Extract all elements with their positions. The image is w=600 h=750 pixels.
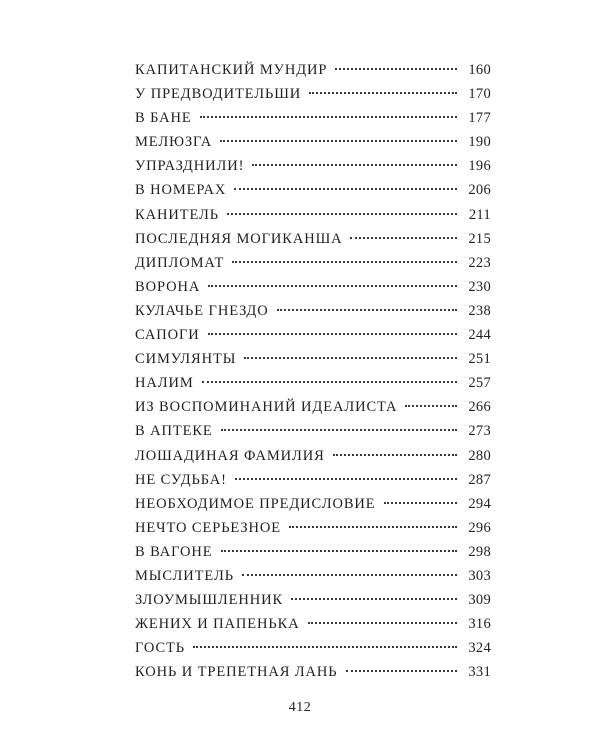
- toc-entry-page: 251: [468, 351, 491, 368]
- table-of-contents: [135, 58, 491, 684]
- toc-entry-title: КАПИТАНСКИЙ МУНДИР: [135, 62, 328, 78]
- toc-entry-page: 211: [468, 206, 491, 223]
- toc-entry: [135, 82, 491, 106]
- toc-entry: [135, 275, 491, 299]
- toc-entry-page: 316: [468, 616, 491, 633]
- toc-entry: [135, 612, 491, 636]
- toc-entry-title: ДИПЛОМАТ: [135, 254, 225, 271]
- toc-entry-page: 298: [468, 543, 491, 560]
- toc-entry: [135, 251, 491, 275]
- dot-leader: [208, 285, 457, 287]
- toc-entry-page: 230: [468, 278, 491, 295]
- toc-entry-title: УПРАЗДНИЛИ!: [135, 158, 245, 175]
- toc-entry-page: 266: [468, 399, 491, 416]
- toc-entry-page: 287: [468, 471, 491, 488]
- dot-leader: [200, 116, 457, 118]
- dot-leader: [333, 454, 457, 456]
- dot-leader: [384, 502, 457, 504]
- toc-entry-title: СИМУЛЯНТЫ: [135, 351, 237, 368]
- toc-entry: [135, 540, 491, 564]
- toc-entry: [135, 660, 491, 684]
- toc-entry: [135, 299, 491, 323]
- toc-entry-page: 223: [468, 254, 491, 271]
- toc-entry-title: ВОРОНА: [135, 278, 201, 295]
- dot-leader: [350, 237, 457, 239]
- dot-leader: [193, 646, 457, 648]
- toc-entry: [135, 203, 491, 227]
- dot-leader: [220, 140, 457, 142]
- toc-entry-title: НЕЧТО СЕРЬЕЗНОЕ: [135, 519, 282, 536]
- dot-leader: [235, 478, 457, 480]
- toc-entry: [135, 106, 491, 130]
- dot-leader: [289, 526, 457, 528]
- toc-entry: [135, 58, 491, 82]
- toc-entry-title: ГОСТЬ: [135, 640, 186, 657]
- toc-entry-title: КАНИТЕЛЬ: [135, 206, 219, 223]
- toc-entry-page: 196: [468, 158, 491, 175]
- toc-entry: [135, 564, 491, 588]
- toc-entry-title: В ВАГОНЕ: [135, 543, 213, 560]
- toc-entry-page: 244: [468, 327, 491, 344]
- toc-entry: [135, 444, 491, 468]
- toc-entry-page: 280: [468, 447, 491, 464]
- toc-entry: [135, 130, 491, 154]
- dot-leader: [309, 92, 457, 94]
- toc-entry-title: В АПТЕКЕ: [135, 423, 213, 440]
- toc-entry: [135, 227, 491, 251]
- toc-entry-page: 257: [468, 375, 491, 392]
- dot-leader: [232, 261, 457, 263]
- toc-entry-page: 324: [468, 640, 491, 657]
- dot-leader: [291, 598, 457, 600]
- dot-leader: [244, 357, 457, 359]
- toc-entry-title: ПОСЛЕДНЯЯ МОГИКАНША: [135, 230, 343, 247]
- page-number: 412: [288, 700, 312, 715]
- toc-entry: [135, 636, 491, 660]
- toc-entry-title: МЕЛЮЗГА: [135, 134, 213, 151]
- toc-entry: [135, 154, 491, 178]
- toc-entry: [135, 371, 491, 395]
- dot-leader: [221, 429, 457, 431]
- toc-entry-page: 238: [468, 302, 491, 319]
- dot-leader: [405, 405, 457, 407]
- dot-leader: [234, 188, 457, 190]
- dot-leader: [227, 213, 457, 215]
- toc-entry: [135, 588, 491, 612]
- toc-entry-title: ЖЕНИХ И ПАПЕНЬКА: [135, 616, 300, 633]
- toc-entry-title: ИЗ ВОСПОМИНАНИЙ ИДЕАЛИСТА: [135, 399, 398, 416]
- toc-entry-title: В БАНЕ: [135, 110, 192, 127]
- toc-entry: [135, 395, 491, 419]
- toc-entry-title: МЫСЛИТЕЛЬ: [135, 567, 234, 584]
- toc-entry-title: КУЛАЧЬЕ ГНЕЗДО: [135, 302, 269, 319]
- toc-entry-page: 331: [468, 664, 491, 681]
- toc-entry-title: НАЛИМ: [135, 375, 194, 392]
- toc-entry-page: 215: [468, 230, 491, 247]
- dot-leader: [202, 381, 457, 383]
- toc-entry-title: У ПРЕДВОДИТЕЛЬШИ: [135, 86, 302, 103]
- toc-entry-page: 177: [468, 110, 491, 127]
- toc-entry: [135, 323, 491, 347]
- toc-entry-page: 296: [468, 519, 491, 536]
- toc-entry-page: 170: [468, 86, 491, 103]
- toc-entry-title: В НОМЕРАХ: [135, 182, 227, 199]
- toc-entry: [135, 419, 491, 443]
- toc-entry: [135, 492, 491, 516]
- toc-entry: [135, 468, 491, 492]
- toc-entry-page: 160: [468, 62, 491, 78]
- toc-entry-page: 273: [468, 423, 491, 440]
- toc-entry-page: 303: [468, 567, 491, 584]
- dot-leader: [335, 68, 457, 70]
- dot-leader: [308, 622, 457, 624]
- toc-entry-page: 309: [468, 592, 491, 609]
- toc-entry-title: ЗЛОУМЫШЛЕННИК: [135, 592, 284, 609]
- dot-leader: [346, 670, 457, 672]
- dot-leader: [221, 550, 457, 552]
- toc-entry-title: НЕ СУДЬБА!: [135, 471, 227, 488]
- toc-entry-page: 190: [468, 134, 491, 151]
- dot-leader: [242, 574, 457, 576]
- toc-entry-title: КОНЬ И ТРЕПЕТНАЯ ЛАНЬ: [135, 664, 338, 681]
- dot-leader: [277, 309, 457, 311]
- toc-entry: [135, 347, 491, 371]
- toc-entry-page: 206: [468, 182, 491, 199]
- toc-entry-page: 294: [468, 495, 491, 512]
- toc-entry: [135, 178, 491, 202]
- dot-leader: [252, 164, 457, 166]
- toc-entry-title: ЛОШАДИНАЯ ФАМИЛИЯ: [135, 447, 325, 464]
- dot-leader: [208, 333, 457, 335]
- toc-entry-title: НЕОБХОДИМОЕ ПРЕДИСЛОВИЕ: [135, 495, 376, 512]
- toc-entry: [135, 516, 491, 540]
- toc-entry-title: САПОГИ: [135, 327, 200, 344]
